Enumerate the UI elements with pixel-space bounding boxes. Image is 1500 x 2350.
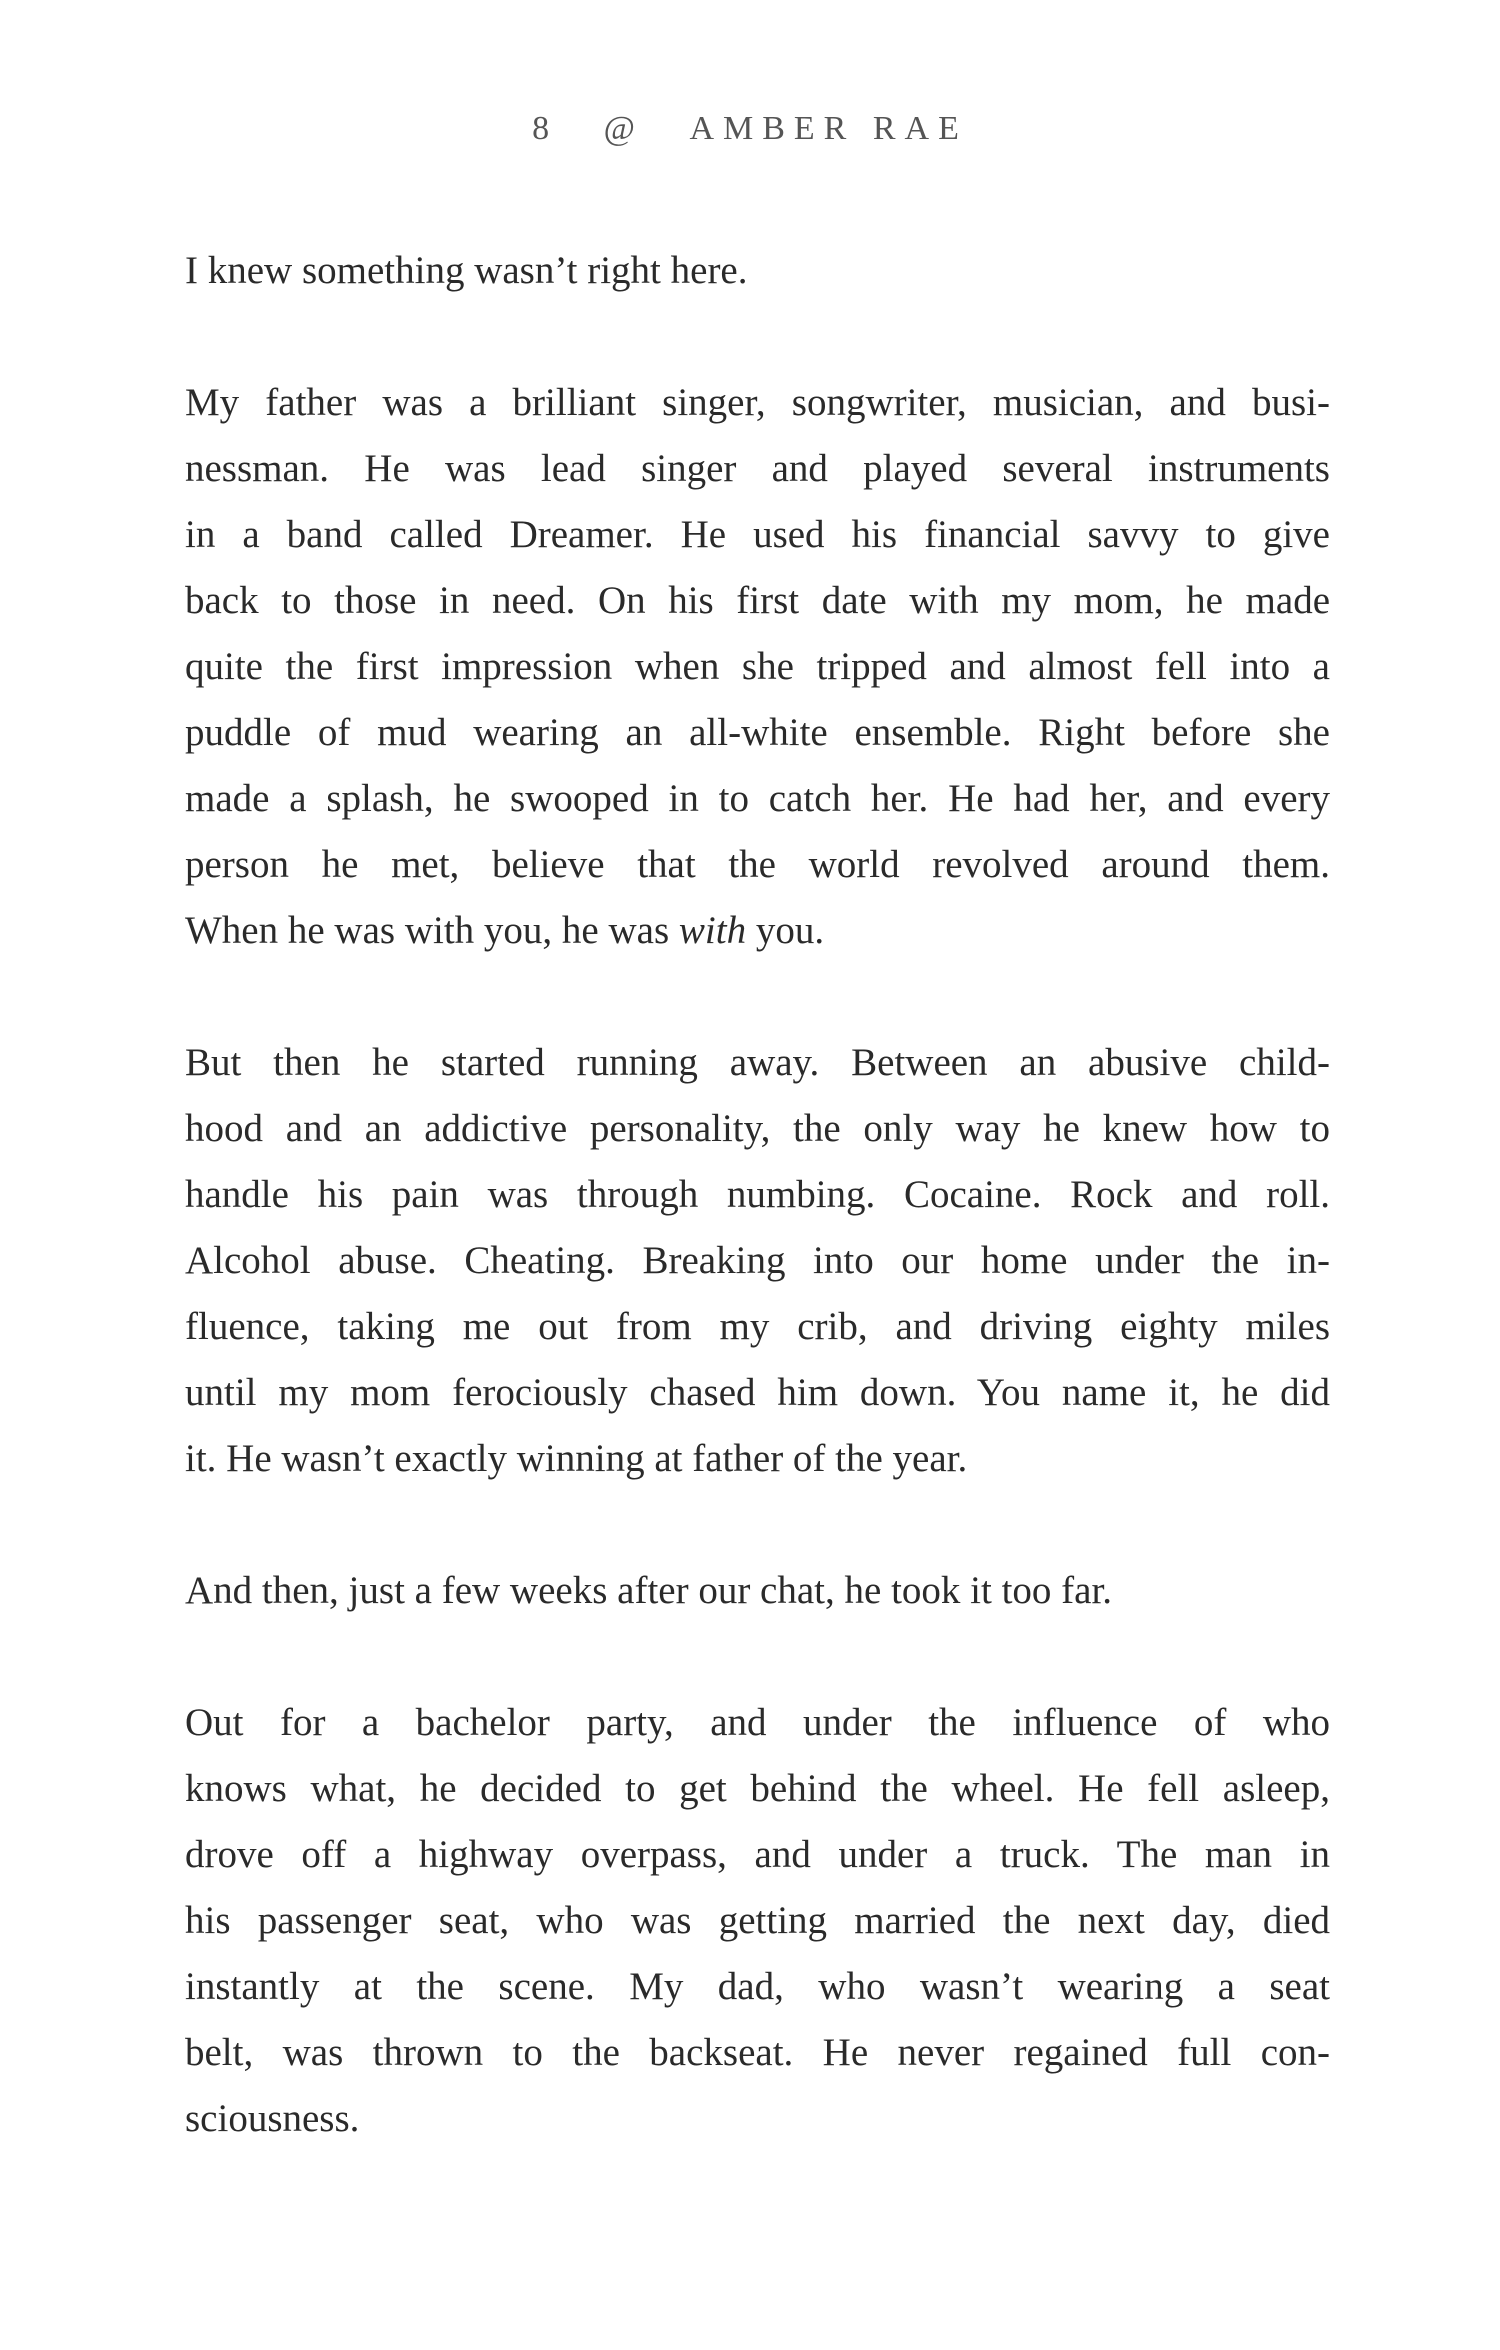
paragraph-gap — [185, 964, 1330, 1030]
text-line: in a band called Dreamer. He used his financial savvy to give — [185, 513, 1330, 556]
text-line: back to those in need. On his first date with my mom, he made — [185, 579, 1330, 622]
running-header — [0, 110, 1500, 148]
paragraph — [185, 1030, 1330, 1492]
text-line: until my mom ferociously chased him down. You name it, he did — [185, 1371, 1330, 1414]
page-number: 8 — [532, 110, 559, 147]
text-line: person he met, believe that the world revolved around them. — [185, 843, 1330, 886]
text-line: nessman. He was lead singer and played several instruments — [185, 447, 1330, 490]
paragraph-gap — [185, 304, 1330, 370]
text-line: handle his pain was through numbing. Cocaine. Rock and roll. — [185, 1173, 1330, 1216]
text-line: sciousness. — [185, 2097, 360, 2140]
text-line: instantly at the scene. My dad, who wasn’t wearing a seat — [185, 1965, 1330, 2008]
text-line: Out for a bachelor party, and under the influence of who — [185, 1701, 1330, 1744]
text-line: quite the first impression when she tripped and almost fell into a — [185, 645, 1330, 688]
text-line: puddle of mud wearing an all-white ensemble. Right before she — [185, 711, 1330, 754]
text-line: drove off a highway overpass, and under a truck. The man in — [185, 1833, 1330, 1876]
text-line: his passenger seat, who was getting married the next day, died — [185, 1899, 1330, 1942]
paragraph — [185, 370, 1330, 964]
text-line: fluence, taking me out from my crib, and driving eighty miles — [185, 1305, 1330, 1348]
text-line: it. He wasn’t exactly winning at father of the year. — [185, 1437, 968, 1480]
ornament-icon: @ — [603, 110, 644, 147]
text-line: belt, was thrown to the backseat. He never regained full con- — [185, 2031, 1330, 2074]
paragraph — [185, 1690, 1330, 2152]
text-line: My father was a brilliant singer, songwriter, musician, and busi- — [185, 381, 1330, 424]
paragraph — [185, 1558, 1330, 1624]
text-line: I knew something wasn’t right here. — [185, 249, 748, 292]
text-line: And then, just a few weeks after our chat, he took it too far. — [185, 1569, 1113, 1612]
text-line: made a splash, he swooped in to catch her. He had her, and every — [185, 777, 1330, 820]
paragraph-gap — [185, 1492, 1330, 1558]
text-line: hood and an addictive personality, the only way he knew how to — [185, 1107, 1330, 1150]
text-line: But then he started running away. Between an abusive child- — [185, 1041, 1330, 1084]
text-line: When he was with you, he was with you. — [185, 909, 825, 952]
body-text — [185, 238, 1330, 2152]
author-name: AMBER RAE — [689, 110, 968, 147]
paragraph-gap — [185, 1624, 1330, 1690]
text-line: knows what, he decided to get behind the wheel. He fell asleep, — [185, 1767, 1330, 1810]
text-line: Alcohol abuse. Cheating. Breaking into our home under the in- — [185, 1239, 1330, 1282]
paragraph — [185, 238, 1330, 304]
